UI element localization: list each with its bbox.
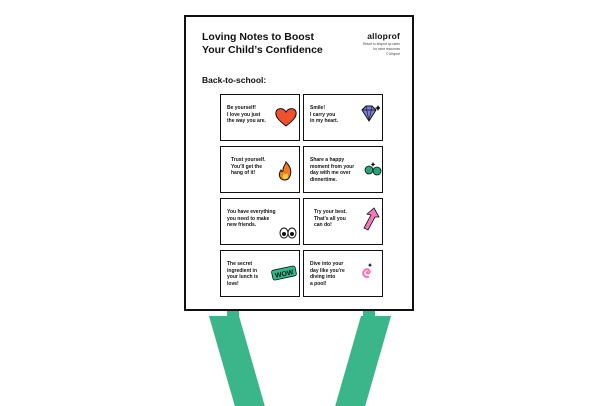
- note-text: [227, 105, 279, 125]
- note-line: Trust yourself.: [231, 157, 266, 163]
- note-line: You’ll get the: [231, 163, 263, 170]
- right-arm: [335, 316, 391, 406]
- note-card: [220, 198, 300, 245]
- note-line: the way you are.: [227, 118, 266, 124]
- note-text: [314, 209, 366, 229]
- section-title: Back-to-school:: [202, 75, 267, 85]
- note-text: [231, 157, 283, 177]
- note-line: day like you’re: [310, 267, 345, 274]
- note-line: You have everything: [227, 209, 276, 215]
- note-text: [310, 261, 362, 287]
- note-line: diving into: [310, 274, 336, 280]
- note-line: new friends.: [227, 222, 257, 228]
- note-card: [220, 94, 300, 141]
- diamond-icon: [358, 105, 380, 123]
- note-line: can do!: [314, 222, 332, 228]
- note-line: love!: [227, 280, 239, 287]
- note-line: Smile!: [310, 105, 326, 111]
- wow-text: WOW: [274, 269, 295, 280]
- note-text: [310, 105, 362, 125]
- note-card: [220, 146, 300, 193]
- note-line: Try your best.: [314, 209, 347, 215]
- note-line: ingredient in: [227, 267, 257, 274]
- note-line: moment from your: [310, 163, 355, 170]
- arrow-up-icon: [360, 207, 380, 231]
- brand-block: [330, 31, 400, 56]
- sparkle-faces-icon: [364, 161, 382, 177]
- sheet-title-line2: Your Child’s Confidence: [202, 44, 323, 56]
- note-line: The secret: [227, 261, 253, 267]
- note-line: dinnertime.: [310, 176, 337, 183]
- note-line: Dive into your: [310, 261, 344, 267]
- fire-icon: [277, 161, 293, 181]
- note-line: Share a happy: [310, 157, 345, 163]
- eyes-icon: [279, 227, 297, 239]
- note-card: [303, 146, 383, 193]
- note-line: I love you just: [227, 111, 261, 118]
- note-line: Be yourself!: [227, 105, 256, 111]
- note-card: [303, 198, 383, 245]
- note-line: a pool!: [310, 280, 327, 287]
- note-card: [303, 250, 383, 297]
- note-text: [227, 261, 273, 287]
- note-card: [303, 94, 383, 141]
- note-text: [310, 157, 366, 183]
- brand-logo: alloprof: [367, 31, 400, 41]
- note-line: your lunch is: [227, 274, 259, 280]
- sheet-title: [202, 31, 342, 57]
- note-line: hang of it!: [231, 170, 256, 176]
- note-line: you need to make: [227, 215, 270, 222]
- swirl-icon: [360, 261, 376, 279]
- wow-icon: [271, 265, 297, 281]
- note-line: I carry you: [310, 111, 336, 118]
- sheet-title-line1: Loving Notes to Boost: [202, 31, 314, 43]
- note-text: [227, 209, 293, 229]
- note-line: day with me over: [310, 170, 351, 176]
- brand-tagline-1: Resort to alloprof.qc.ca/en: [362, 42, 400, 46]
- brand-tagline-2: for more resources: [373, 47, 400, 51]
- heart-icon: [275, 107, 297, 127]
- note-line: That’s all you: [314, 215, 346, 222]
- note-card: [220, 250, 300, 297]
- brand-tagline-3: © Alloprof: [386, 52, 400, 56]
- left-arm: [209, 316, 265, 406]
- notes-sheet: [184, 15, 414, 311]
- note-line: in my heart.: [310, 118, 339, 124]
